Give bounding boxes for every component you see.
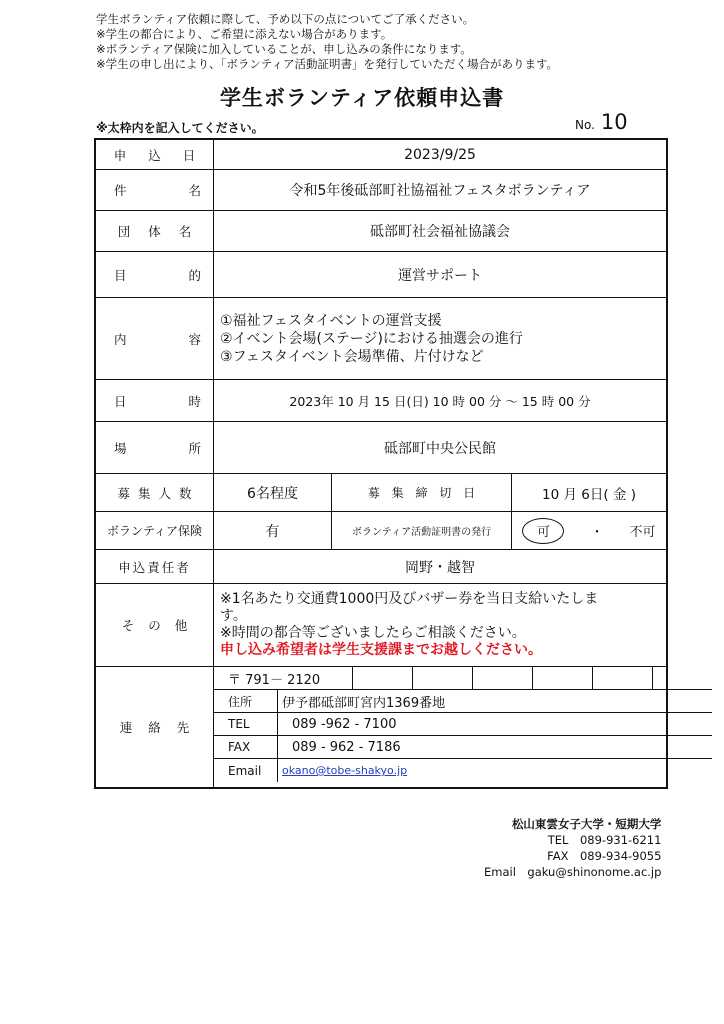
row-contact xyxy=(96,667,666,787)
value-content[interactable] xyxy=(214,298,666,379)
label-other: そ の 他 xyxy=(96,584,214,666)
contact-address[interactable]: 伊予郡砥部町宮内1369番地 xyxy=(282,695,446,711)
contact-email-label: Email xyxy=(214,759,278,782)
value-place[interactable]: 砥部町中央公民館 xyxy=(384,440,496,457)
notes xyxy=(96,12,558,72)
option-separator: ・ xyxy=(590,525,604,540)
doc-number-value: 10 xyxy=(600,110,628,134)
contact-email-link[interactable]: okano@tobe-shakyo.jp xyxy=(282,764,408,777)
contact-address-row xyxy=(214,690,712,713)
contact-zip[interactable]: 〒 791－ 2120 xyxy=(228,672,321,688)
label-contact: 連 絡 先 xyxy=(96,667,214,787)
contact-tel-row xyxy=(214,713,712,736)
value-deadline[interactable]: 10 月 6日( 金 ) xyxy=(542,486,636,503)
note-line: 学生ボランティア依頼に際して、予め以下の点についてご了承ください。 xyxy=(96,12,475,26)
note-line: ※ボランティア保険に加入していることが、申し込みの条件になります。 xyxy=(96,42,472,56)
value-organization[interactable]: 砥部町社会福祉協議会 xyxy=(370,224,510,240)
label-certificate: ボランティア活動証明書の発行 xyxy=(332,512,512,549)
value-subject[interactable]: 令和5年後砥部町社協福祉フェスタボランティア xyxy=(289,183,591,199)
contact-email-row xyxy=(214,759,712,782)
zip-box xyxy=(412,667,472,689)
content-item: ①福祉フェスタイベントの運営支援 xyxy=(220,312,442,329)
content-item: ②イベント会場(ステージ)における抽選会の進行 xyxy=(220,330,523,347)
contact-tel[interactable]: 089 -962 - 7100 xyxy=(292,716,397,732)
value-purpose[interactable]: 運営サポート xyxy=(398,267,482,284)
row-application-date xyxy=(96,140,666,170)
contact-fax-label: FAX xyxy=(214,736,278,758)
certificate-options xyxy=(512,512,666,549)
doc-number-label: No. xyxy=(575,118,595,132)
note-line: ※学生の申し出により、「ボランティア活動証明書」を発行していただく場合があります。 xyxy=(96,57,559,71)
university-info xyxy=(484,816,661,880)
content-item: ③フェスタイベント会場準備、片付けなど xyxy=(220,348,484,365)
value-insurance[interactable]: 有 xyxy=(214,512,332,549)
label-deadline: 募 集 締 切 日 xyxy=(332,474,512,511)
label-content: 内 容 xyxy=(96,298,214,379)
contact-zip-row xyxy=(214,667,712,690)
row-insurance xyxy=(96,512,666,550)
university-tel: TEL 089-931-6211 xyxy=(547,833,662,847)
other-line: ※時間の都合等ございましたらご相談ください。 xyxy=(220,625,526,641)
value-datetime[interactable]: 2023年 10 月 15 日(日) 10 時 00 分 ～ 15 時 00 分 xyxy=(289,393,591,409)
page-title: 学生ボランティア依頼申込書 xyxy=(219,86,505,110)
other-line: ※1名あたり交通費1000円及びバザー券を当日支給いたしま xyxy=(220,591,599,607)
label-application-date: 申 込 日 xyxy=(96,140,214,169)
label-responsible: 申込責任者 xyxy=(96,550,214,583)
contact-email-cell xyxy=(278,759,712,782)
row-other xyxy=(96,584,666,667)
doc-number xyxy=(575,110,628,134)
value-responsible[interactable]: 岡野・越智 xyxy=(405,559,475,576)
value-recruit-count[interactable]: 6名程度 xyxy=(214,474,332,511)
university-name: 松山東雲女子大学・短期大学 xyxy=(511,817,662,831)
university-fax: FAX 089-934-9055 xyxy=(547,849,662,863)
option-no[interactable]: 不可 xyxy=(629,525,656,540)
contact-fax[interactable]: 089 - 962 - 7186 xyxy=(292,739,401,755)
row-content xyxy=(96,298,666,380)
university-email: Email gaku@shinonome.ac.jp xyxy=(484,865,662,879)
row-responsible xyxy=(96,550,666,584)
fill-note: ※太枠内を記入してください。 xyxy=(96,121,264,135)
label-place: 場 所 xyxy=(96,422,214,473)
row-subject xyxy=(96,170,666,211)
other-line-red: 申し込み希望者は学生支援課までお越しください。 xyxy=(220,642,542,658)
zip-box xyxy=(532,667,592,689)
option-yes-circled[interactable]: 可 xyxy=(522,518,564,544)
label-subject: 件 名 xyxy=(96,170,214,210)
row-place xyxy=(96,422,666,474)
value-other[interactable] xyxy=(214,584,666,666)
other-line: す。 xyxy=(220,608,247,624)
row-recruit xyxy=(96,474,666,512)
row-organization xyxy=(96,211,666,252)
value-application-date[interactable]: 2023/9/25 xyxy=(404,146,476,163)
label-organization: 団 体 名 xyxy=(96,211,214,251)
contact-block xyxy=(214,667,712,787)
zip-box xyxy=(592,667,652,689)
row-purpose xyxy=(96,252,666,298)
contact-fax-row xyxy=(214,736,712,759)
zip-box xyxy=(472,667,532,689)
contact-tel-label: TEL xyxy=(214,713,278,735)
row-datetime xyxy=(96,380,666,422)
label-recruit: 募 集 人 数 xyxy=(96,474,214,511)
note-line: ※学生の都合により、ご希望に添えない場合があります。 xyxy=(96,27,393,41)
label-datetime: 日 時 xyxy=(96,380,214,421)
label-insurance: ボランティア保険 xyxy=(96,512,214,549)
zip-box xyxy=(652,667,712,689)
label-purpose: 目 的 xyxy=(96,252,214,297)
application-form xyxy=(94,138,668,789)
zip-box xyxy=(352,667,412,689)
contact-address-label: 住所 xyxy=(214,690,278,712)
